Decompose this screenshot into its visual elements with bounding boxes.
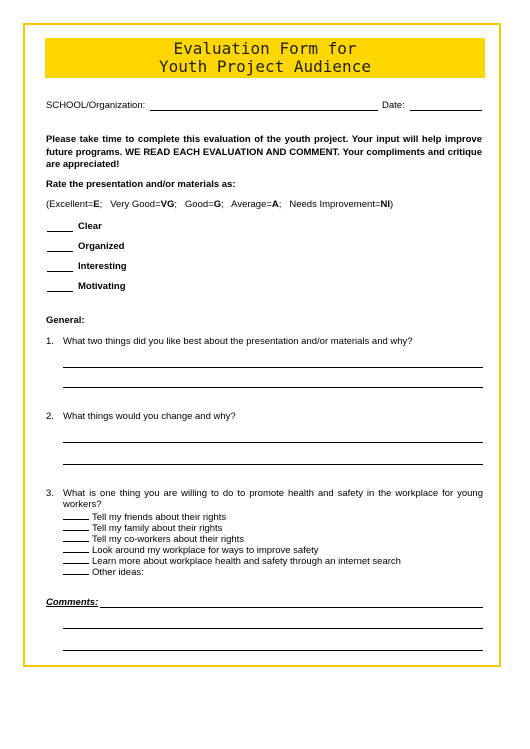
- q3-option-coworkers[interactable]: [63, 532, 244, 543]
- rating-blank-motivating[interactable]: [47, 291, 73, 292]
- rating-blank-organized[interactable]: [47, 251, 73, 252]
- question-3-text: What is one thing you are willing to do to promote health and safety in the workplace for young workers?: [63, 488, 483, 510]
- answer-2-line-2[interactable]: [63, 464, 483, 465]
- scale-very-good-code: VG: [160, 199, 175, 210]
- q3-option-family[interactable]: [63, 521, 222, 532]
- q3-option-label: Look around my workplace for ways to improve safety: [92, 545, 319, 556]
- question-2-number: 2.: [46, 411, 54, 422]
- date-input-line[interactable]: [410, 110, 482, 111]
- q3-option-label: Other ideas:: [92, 567, 144, 578]
- rating-item-interesting: Interesting: [78, 261, 127, 272]
- scale-excellent-name: Excellent=: [49, 199, 94, 210]
- scale-very-good-name: Very Good=: [110, 199, 161, 210]
- scale-needs-improvement-name: Needs Improvement=: [289, 199, 381, 210]
- scale-average-code: A: [271, 199, 279, 210]
- scale-excellent-code: E: [93, 199, 100, 210]
- rate-heading: Rate the presentation and/or materials as:: [46, 179, 236, 190]
- answer-2-line-1[interactable]: [63, 442, 483, 443]
- q3-option-blank[interactable]: [63, 543, 89, 553]
- rating-scale-legend: (Excellent=E; Very Good=VG; Good=G; Average=A; Needs Improvement=NI): [46, 199, 394, 210]
- q3-option-label: Learn more about workplace health and safety through an internet search: [92, 556, 401, 567]
- question-2-text: What things would you change and why?: [63, 411, 236, 422]
- scale-average-name: Average=: [231, 199, 272, 210]
- question-1-text: What two things did you like best about the presentation and/or materials and why?: [63, 336, 413, 347]
- q3-option-blank[interactable]: [63, 565, 89, 575]
- scale-needs-improvement-code: NI: [380, 199, 390, 210]
- question-3-number: 3.: [46, 488, 54, 499]
- rating-item-clear: Clear: [78, 221, 102, 232]
- q3-option-workplace[interactable]: [63, 543, 319, 554]
- school-input-line[interactable]: [150, 110, 378, 111]
- q3-option-other[interactable]: [63, 565, 144, 576]
- intro-paragraph: Please take time to complete this evaluation of the youth project. Your input will help improve future programs. WE READ EACH EVALUATION AND COMMENT. Your compliments and critique are appreciated!: [46, 134, 482, 170]
- rating-blank-interesting[interactable]: [47, 271, 73, 272]
- q3-option-friends[interactable]: [63, 510, 226, 521]
- q3-option-blank[interactable]: [63, 510, 89, 520]
- q3-option-internet[interactable]: [63, 554, 401, 565]
- rating-item-motivating: Motivating: [78, 281, 126, 292]
- question-1-number: 1.: [46, 336, 54, 347]
- answer-1-line-2[interactable]: [63, 387, 483, 388]
- comments-label: Comments:: [46, 597, 99, 608]
- general-heading: General:: [46, 315, 85, 326]
- q3-option-blank[interactable]: [63, 521, 89, 531]
- comments-line-3[interactable]: [63, 650, 483, 651]
- q3-option-label: Tell my co-workers about their rights: [92, 534, 245, 545]
- q3-option-label: Tell my family about their rights: [92, 523, 223, 534]
- comments-line-2[interactable]: [63, 628, 483, 629]
- scale-good-name: Good=: [184, 199, 214, 210]
- form-title-line-2: Youth Project Audience: [159, 57, 371, 76]
- rating-item-organized: Organized: [78, 241, 125, 252]
- comments-line-1[interactable]: [100, 607, 483, 608]
- date-label: Date:: [382, 100, 405, 111]
- q3-option-blank[interactable]: [63, 554, 89, 564]
- q3-option-blank[interactable]: [63, 532, 89, 542]
- form-title-line-1: Evaluation Form for: [173, 39, 357, 58]
- q3-option-label: Tell my friends about their rights: [92, 512, 227, 523]
- scale-good-code: G: [213, 199, 222, 210]
- school-label: SCHOOL/Organization:: [46, 100, 146, 111]
- rating-blank-clear[interactable]: [47, 231, 73, 232]
- answer-1-line-1[interactable]: [63, 367, 483, 368]
- form-title-banner: [45, 38, 485, 78]
